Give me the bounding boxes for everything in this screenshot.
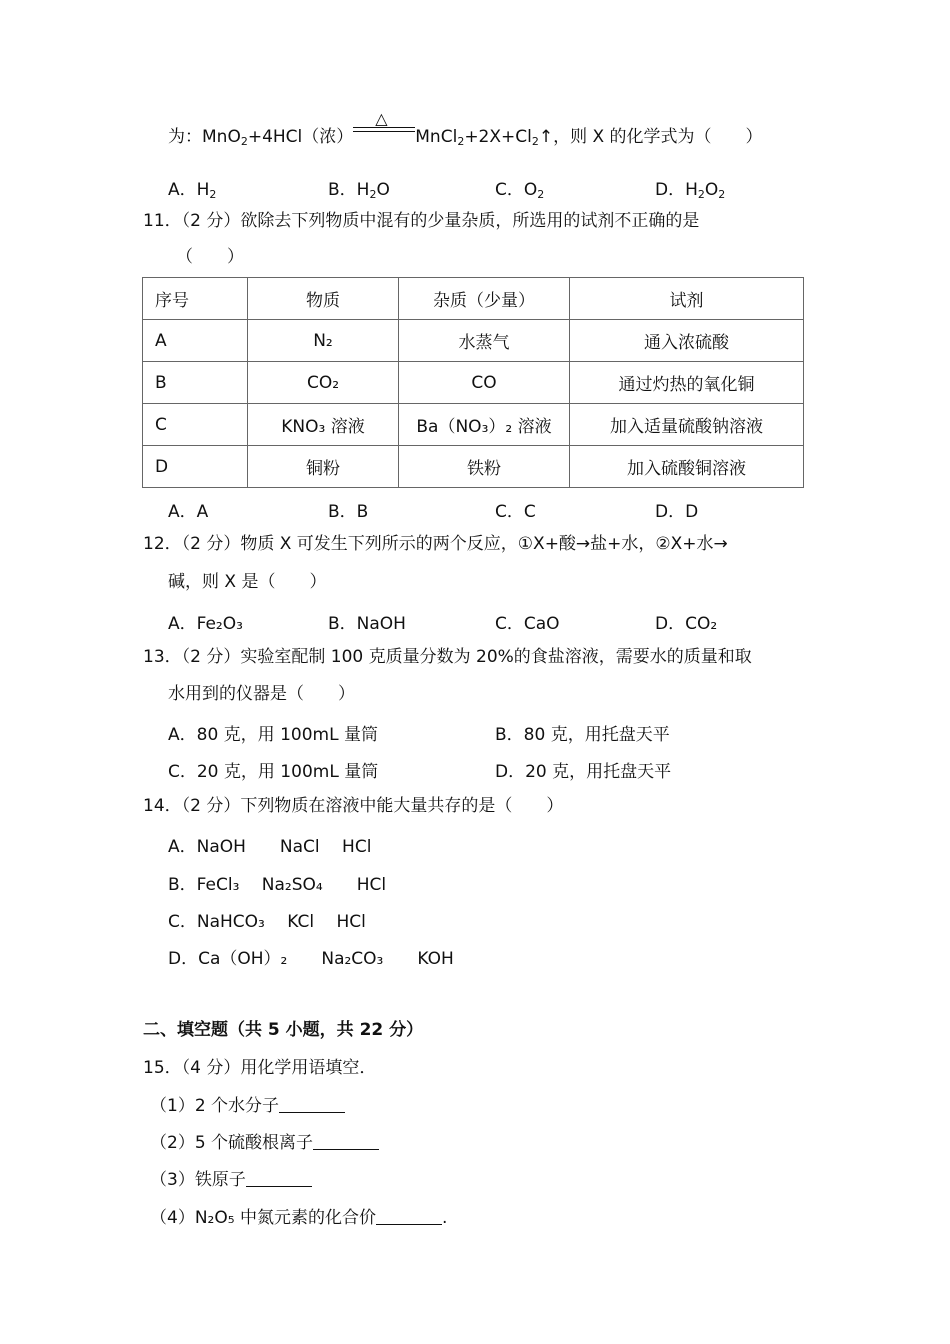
table-cell: Ba（NO₃）₂ 溶液 (399, 404, 570, 446)
table-row (143, 446, 804, 488)
q13-option-b: B．80 克，用托盘天平 (495, 725, 670, 745)
table-cell: 铁粉 (399, 446, 570, 488)
table-cell: KNO₃ 溶液 (248, 404, 399, 446)
table-cell: 通入浓硫酸 (570, 320, 804, 362)
heat-condition-icon: △ (375, 109, 388, 128)
q12-option-b: B．NaOH (328, 614, 406, 634)
answer-blank[interactable] (313, 1131, 379, 1150)
table-header-cell: 物质 (248, 278, 399, 320)
table-cell: C (143, 404, 248, 446)
q11-option-d: D．D (655, 502, 699, 522)
q11-table (142, 277, 804, 488)
q11-option-b: B．B (328, 502, 369, 522)
q11-answer-paren: （ ） (176, 247, 244, 267)
answer-blank[interactable] (279, 1094, 345, 1113)
table-header-row (143, 278, 804, 320)
q11-option-a: A．A (168, 502, 209, 522)
q14-stem: 14．（2 分）下列物质在溶液中能大量共存的是（ ） (143, 796, 564, 816)
table-cell: 通过灼热的氧化铜 (570, 362, 804, 404)
q10-option-d: D．$H_2O_2$ (655, 180, 726, 201)
q14-option-a: A．NaOH NaCl HCl (168, 837, 372, 857)
table-cell: CO (399, 362, 570, 404)
q13-stem-line1: 13．（2 分）实验室配制 100 克质量分数为 20%的食盐溶液，需要水的质量和取 (143, 647, 752, 667)
q13-option-c: C．20 克，用 100mL 量筒 (168, 762, 379, 782)
q10-option-b: B．$H_2O$ (328, 180, 390, 201)
table-row (143, 320, 804, 362)
reaction-equals-sign (353, 109, 415, 149)
q10-option-a: A．$H_2$ (168, 180, 217, 201)
table-header-cell: 试剂 (570, 278, 804, 320)
table-header-cell: 序号 (143, 278, 248, 320)
q12-stem-line1: 12．（2 分）物质 X 可发生下列所示的两个反应，①X+酸→盐+水，②X+水→ (143, 534, 728, 554)
table-cell: 加入适量硫酸钠溶液 (570, 404, 804, 446)
answer-blank[interactable] (246, 1168, 312, 1187)
q15-item-1: （1）2 个水分子 (150, 1094, 345, 1118)
q10-equation-line: 为：MnO$_2$+4HCl（浓） △ $MnCl_2+2X+Cl_2↑$，则 X 的化学式为（ ） (168, 109, 763, 148)
section-title: 二、填空题（共 5 小题，共 22 分） (143, 1020, 424, 1040)
q15-item-3: （3）铁原子 (150, 1168, 312, 1192)
q13-stem-line2: 水用到的仪器是（ ） (168, 684, 355, 704)
q10-text-product: MnCl (415, 127, 458, 147)
q10-text-mid2: +2X+Cl (464, 127, 532, 147)
q12-option-c: C．CaO (495, 614, 560, 634)
q13-option-a: A．80 克，用 100mL 量筒 (168, 725, 378, 745)
table-cell: 水蒸气 (399, 320, 570, 362)
q11-option-c: C．C (495, 502, 536, 522)
q10-text-tail: ↑，则 X 的化学式为（ ） (538, 127, 763, 147)
q12-stem-line2: 碱，则 X 是（ ） (168, 572, 327, 592)
answer-blank[interactable] (376, 1206, 442, 1225)
table-cell: B (143, 362, 248, 404)
q14-option-b: B．FeCl₃ Na₂SO₄ HCl (168, 875, 387, 895)
q14-option-d: D．Ca（OH）₂ Na₂CO₃ KOH (168, 949, 454, 969)
q12-option-d: D．CO₂ (655, 614, 718, 634)
table-row (143, 404, 804, 446)
q10-text-mid: +4HCl（浓） (247, 127, 354, 147)
table-header-cell: 杂质（少量） (399, 278, 570, 320)
q14-option-c: C．NaHCO₃ KCl HCl (168, 912, 366, 932)
table-cell: A (143, 320, 248, 362)
q12-option-a: A．Fe₂O₃ (168, 614, 243, 634)
q15-stem: 15．（4 分）用化学用语填空． (143, 1058, 377, 1078)
q15-item-2: （2）5 个硫酸根离子 (150, 1131, 379, 1155)
table-cell: 加入硫酸铜溶液 (570, 446, 804, 488)
q11-stem: 11．（2 分）欲除去下列物质中混有的少量杂质，所选用的试剂不正确的是 (143, 211, 700, 231)
table-cell: 铜粉 (248, 446, 399, 488)
table-cell: D (143, 446, 248, 488)
q10-text-prefix: 为：MnO (168, 127, 241, 147)
table-cell: CO₂ (248, 362, 399, 404)
table-row (143, 362, 804, 404)
q10-option-c: C．$O_2$ (495, 180, 545, 201)
q15-item-4: （4）N₂O₅ 中氮元素的化合价 . (150, 1208, 448, 1228)
table-cell: N₂ (248, 320, 399, 362)
q13-option-d: D．20 克，用托盘天平 (495, 762, 672, 782)
